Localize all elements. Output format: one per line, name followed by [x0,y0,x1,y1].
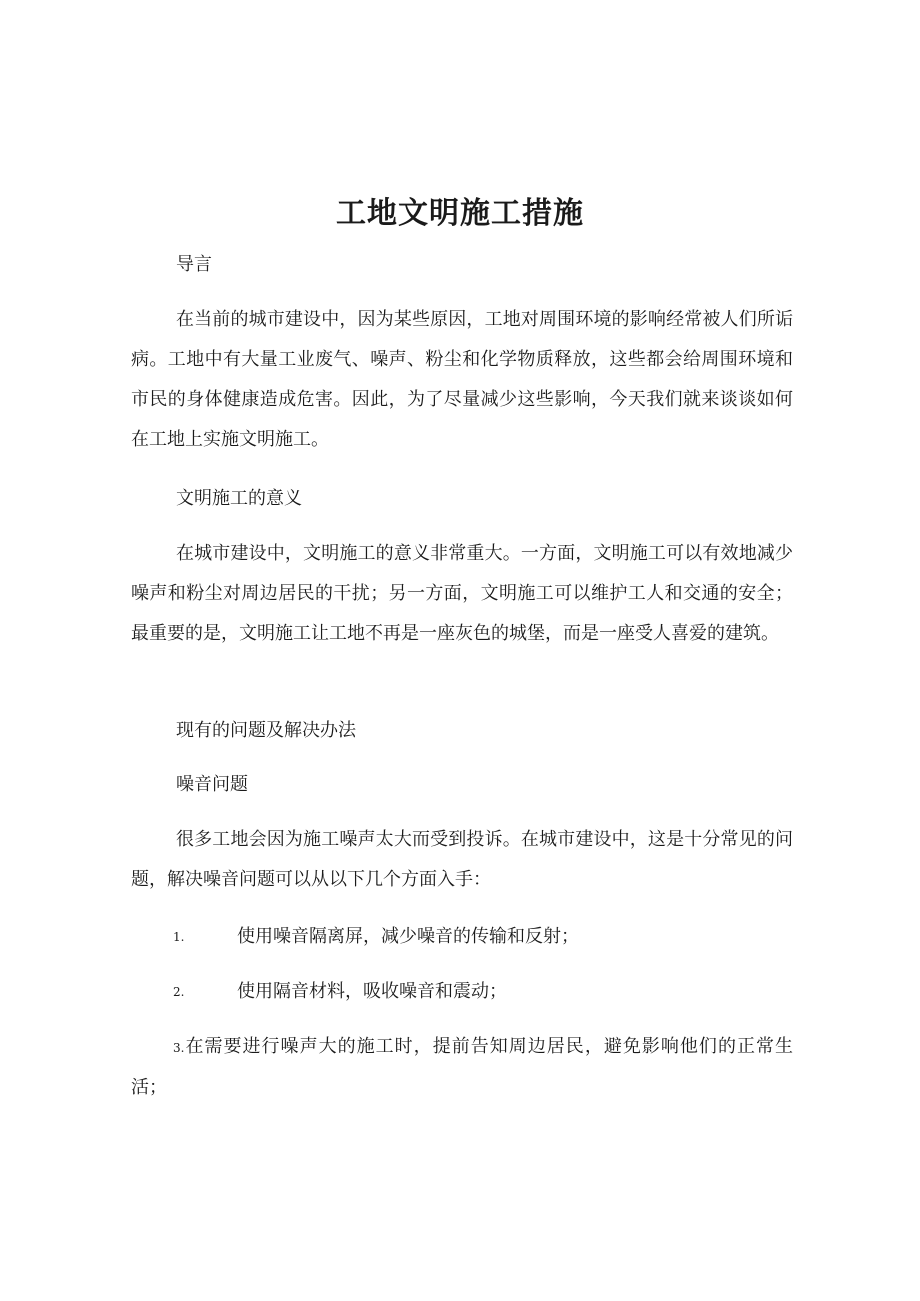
meaning-paragraph: 在城市建设中，文明施工的意义非常重大。一方面，文明施工可以有效地减少噪声和粉尘对周边居民的干扰；另一方面，文明施工可以维护工人和交通的安全；最重要的是，文明施工让工地不再是一座灰色的城堡，而是一座受人喜爱的建筑。 [131,543,793,644]
list-item-number: 3. [173,1041,185,1055]
noise-heading: 噪音问题 [176,774,248,795]
noise-paragraph: 很多工地会因为施工噪声太大而受到投诉。在城市建设中，这是十分常见的问题，解决噪音问题可以从以下几个方面入手： [131,829,793,890]
list-item-number: 1. [173,930,185,944]
list-item-text: 在需要进行噪声大的施工时，提前告知周边居民，避免影响他们的正常生活； [131,1036,793,1098]
list-item [131,1027,793,1108]
list-item-text: 使用隔音材料，吸收噪音和震动； [237,981,507,1002]
document-title: 工地文明施工措施 [336,196,584,231]
list-item-number: 2. [173,985,185,999]
intro-heading: 导言 [176,254,212,275]
intro-paragraph: 在当前的城市建设中，因为某些原因，工地对周围环境的影响经常被人们所诟病。工地中有大量工业废气、噪声、粉尘和化学物质释放，这些都会给周围环境和市民的身体健康造成危害。因此，为了尽量减少这些影响，今天我们就来谈谈如何在工地上实施文明施工。 [131,309,793,450]
list-item-text: 使用噪音隔离屏，减少噪音的传输和反射； [237,926,579,947]
problems-heading: 现有的问题及解决办法 [176,720,356,741]
meaning-heading: 文明施工的意义 [176,488,302,509]
